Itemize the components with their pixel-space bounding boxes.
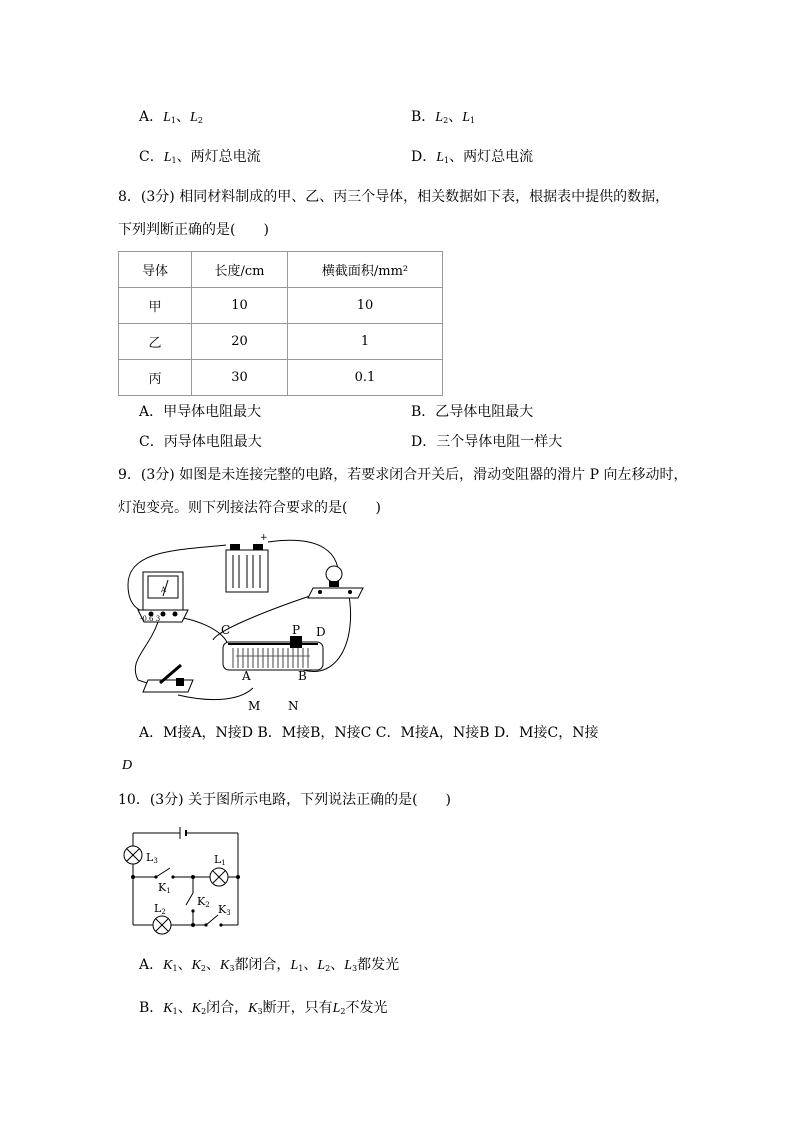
table-row xyxy=(119,288,443,324)
q8-stem-line1: 8．(3分) 相同材料制成的甲、乙、丙三个导体，相关数据如下表，根据表中提供的数据， xyxy=(118,189,670,205)
table-cell: 10 xyxy=(192,288,288,324)
table-cell: 10 xyxy=(288,288,443,324)
svg-text:K1: K1 xyxy=(158,881,171,895)
q8-option-d: D．三个导体电阻一样大 xyxy=(411,434,563,450)
circuit-diagram-figure xyxy=(118,823,253,938)
table-row xyxy=(119,360,443,396)
table-header: 导体 xyxy=(119,252,192,288)
table-header-row xyxy=(119,252,443,288)
lamp-l3-label: L xyxy=(146,851,154,864)
q7-option-b: B．$L_2$、$L_1$ xyxy=(411,109,476,125)
q8-option-c: C．丙导体电阻最大 xyxy=(139,434,262,450)
rheostat-icon xyxy=(223,636,323,670)
table-cell: 1 xyxy=(288,324,443,360)
terminal-a-label: A xyxy=(242,669,251,683)
table-header: 长度/cm xyxy=(192,252,288,288)
svg-text:K2: K2 xyxy=(197,895,210,909)
q8-option-a: A．甲导体电阻最大 xyxy=(139,404,262,420)
conductor-data-table xyxy=(118,251,443,396)
table-cell: 丙 xyxy=(119,360,192,396)
q10-option-a: A．$K_1$、$K_2$、$K_3$都闭合，$L_1$、$L_2$、$L_3$都发光 xyxy=(139,957,400,973)
table-cell: 甲 xyxy=(119,288,192,324)
table-cell: 30 xyxy=(192,360,288,396)
table-header: 横截面积/mm² xyxy=(288,252,443,288)
q10-stem: 10．(3分) 关于图所示电路，下列说法正确的是( ) xyxy=(118,792,452,808)
light-bulb-icon xyxy=(308,566,363,598)
ammeter-dial-label: A xyxy=(161,586,167,594)
table-cell: 0.1 xyxy=(288,360,443,396)
table-cell: 20 xyxy=(192,324,288,360)
circuit-apparatus-figure xyxy=(118,530,368,715)
battery-plus-label: + xyxy=(260,533,268,543)
q7-option-c: C．$L_1$、两灯总电流 xyxy=(139,149,261,165)
battery-icon xyxy=(226,544,268,592)
svg-text:L3: L3 xyxy=(146,851,158,865)
svg-text:L1: L1 xyxy=(214,853,226,867)
terminal-b-label: B xyxy=(298,669,307,683)
q9-stem-line1: 9．(3分) 如图是未连接完整的电路，若要求闭合开关后，滑动变阻器的滑片 P 向左移动时， xyxy=(118,467,688,483)
wire-end-n-label: N xyxy=(288,699,299,713)
switch-k3-label: K xyxy=(218,903,227,916)
q8-option-b: B．乙导体电阻最大 xyxy=(411,404,534,420)
q9-options-line: A．M接A，N接D B．M接B，N接C C．M接A，N接B D．M接C，N接 xyxy=(139,725,599,741)
q7-option-d: D．$L_1$、两灯总电流 xyxy=(411,149,534,165)
ammeter-scale-label: -0.6 3 xyxy=(140,615,161,623)
switch-k1-label: K xyxy=(158,881,167,894)
svg-text:K3: K3 xyxy=(218,903,231,917)
q9-stem-line2: 灯泡变亮。则下列接法符合要求的是( ) xyxy=(118,500,381,516)
lamp-l2-label: L xyxy=(154,902,162,915)
knife-switch-icon xyxy=(143,665,193,692)
terminal-d-label: D xyxy=(316,625,326,639)
terminal-c-label: C xyxy=(221,623,231,637)
switch-k2-label: K xyxy=(197,895,206,908)
q10-option-b: B．$K_1$、$K_2$闭合，$K_3$断开，只有$L_2$不发光 xyxy=(139,1000,388,1016)
slider-p-label: P xyxy=(292,623,301,637)
table-row xyxy=(119,324,443,360)
q7-option-a: A．$L_1$、$L_2$ xyxy=(139,109,203,125)
svg-text:L2: L2 xyxy=(154,902,166,916)
q8-stem-line2: 下列判断正确的是( ) xyxy=(118,222,269,238)
lamp-l1-label: L xyxy=(214,853,222,866)
wire-end-m-label: M xyxy=(248,699,261,713)
table-cell: 乙 xyxy=(119,324,192,360)
q9-options-wrap: D xyxy=(122,758,133,773)
